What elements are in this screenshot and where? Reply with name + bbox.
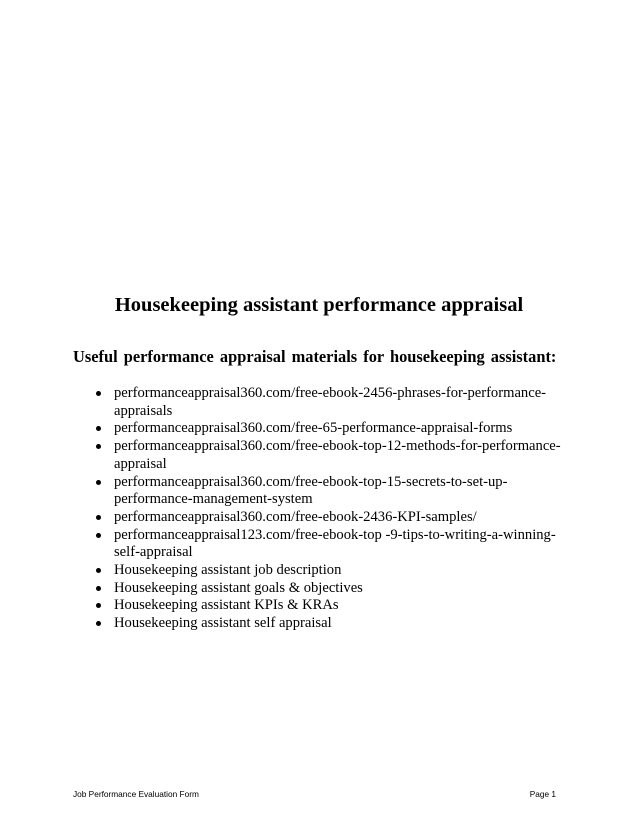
list-item-text: Housekeeping assistant KPIs & KRAs <box>114 597 339 614</box>
list-item-text[interactable]: performanceappraisal360.com/free-65-performance-appraisal-forms <box>114 420 513 437</box>
list-item[interactable] <box>96 438 566 473</box>
list-item <box>96 597 566 615</box>
bullet-icon <box>96 515 101 520</box>
list-item[interactable] <box>96 420 566 438</box>
list-item <box>96 615 566 633</box>
list-item <box>96 580 566 598</box>
list-item-text: Housekeeping assistant goals & objectives <box>114 579 363 596</box>
list-item-text[interactable]: performanceappraisal360.com/free-ebook-top-15-secrets-to-set-up-performance-management-system <box>114 473 508 508</box>
section-heading: Useful performance appraisal materials for housekeeping assistant: <box>73 347 557 366</box>
page-title: Housekeeping assistant performance appraisal <box>114 294 524 316</box>
list-item[interactable] <box>96 509 566 527</box>
bullet-icon <box>96 533 101 538</box>
bullet-icon <box>96 444 101 449</box>
list-item <box>96 562 566 580</box>
list-item-text[interactable]: performanceappraisal360.com/free-ebook-2436-KPI-samples/ <box>114 508 477 525</box>
list-item[interactable] <box>96 385 566 420</box>
page-number: Page 1 <box>529 789 556 799</box>
list-item[interactable] <box>96 474 566 509</box>
resource-list <box>96 385 566 633</box>
bullet-icon <box>96 480 101 485</box>
list-item-text: Housekeeping assistant self appraisal <box>114 615 332 632</box>
bullet-icon <box>96 586 101 591</box>
footer-title: Job Performance Evaluation Form <box>73 789 199 799</box>
list-item-text[interactable]: performanceappraisal360.com/free-ebook-2456-phrases-for-performance-appraisals <box>114 385 547 419</box>
bullet-icon <box>96 603 101 608</box>
list-item[interactable] <box>96 527 566 562</box>
bullet-icon <box>96 426 101 431</box>
list-item-text[interactable]: performanceappraisal123.com/free-ebook-top -9-tips-to-writing-a-winning-self-appraisal <box>114 526 556 561</box>
bullet-icon <box>96 391 101 396</box>
bullet-icon <box>96 568 101 573</box>
list-item-text[interactable]: performanceappraisal360.com/free-ebook-top-12-methods-for-performance-appraisal <box>114 438 561 472</box>
list-item-text: Housekeeping assistant job description <box>114 562 342 579</box>
bullet-icon <box>96 621 101 626</box>
